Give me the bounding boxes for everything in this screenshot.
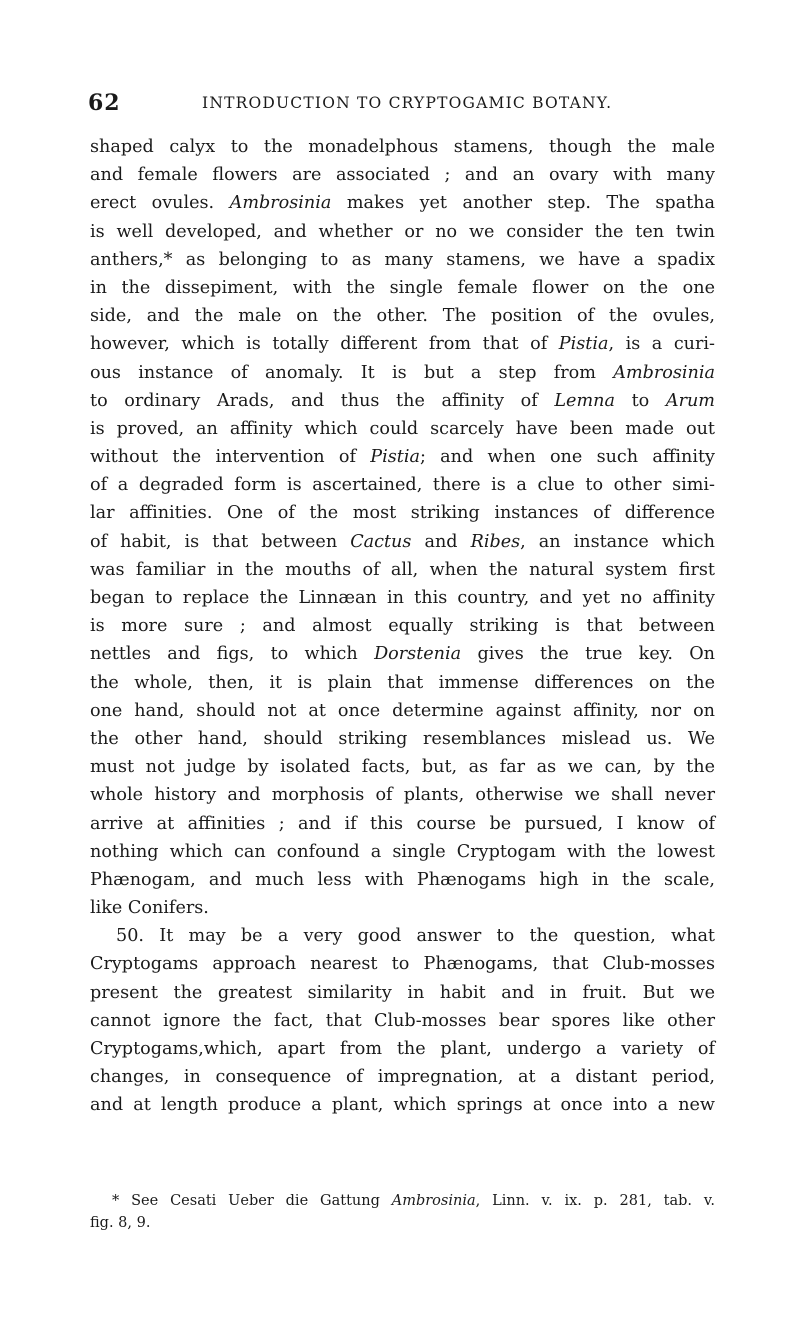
text-line: of a degraded form is ascertained, there is a clue to other simi-	[90, 475, 715, 496]
text-line: is more sure ; and almost equally striking is that between	[90, 616, 715, 637]
text-line: nothing which can confound a single Cryptogam with the lowest	[90, 841, 715, 862]
text-line: began to replace the Linnæan in this country, and yet no affinity	[90, 588, 715, 608]
text-line: Cryptogams,which, apart from the plant, undergo a variety of	[90, 1039, 715, 1059]
italic-term: Arum	[665, 390, 715, 411]
text-line: is well developed, and whether or no we consider the ten twin	[90, 221, 715, 242]
italic-term: Ribes	[470, 531, 521, 552]
text-line: ous instance of anomaly. It is but a step from Ambrosinia	[90, 362, 715, 383]
text-line: lar affinities. One of the most striking instances of difference	[90, 503, 715, 524]
text-line: to ordinary Arads, and thus the affinity of Lemna to Arum	[90, 390, 715, 411]
italic-term: Pistia	[558, 334, 609, 355]
text-line: one hand, should not at once determine against affinity, nor on	[90, 700, 715, 721]
text-line: cannot ignore the fact, that Club-mosses bear spores like other	[90, 1010, 715, 1031]
text-line: must not judge by isolated facts, but, as far as we can, by the	[90, 757, 715, 778]
italic-term: Ambrosinia	[613, 362, 715, 383]
text-line: erect ovules. Ambrosinia makes yet another step. The spatha	[90, 193, 715, 214]
text-line: was familiar in the mouths of all, when the natural system first	[90, 559, 715, 580]
running-head: INTRODUCTION TO CRYPTOGAMIC BOTANY.	[202, 94, 613, 112]
italic-term: Ambrosinia	[391, 1193, 476, 1209]
text-line: whole history and morphosis of plants, otherwise we shall never	[90, 785, 715, 806]
text-line: Cryptogams approach nearest to Phænogams, that Club-mosses	[90, 954, 715, 975]
page-header	[88, 90, 728, 120]
text-line: anthers,* as belonging to as many stamens, we have a spadix	[90, 249, 715, 270]
text-line: is proved, an affinity which could scarcely have been made out	[90, 418, 715, 439]
text-line: shaped calyx to the monadelphous stamens, though the male	[90, 137, 715, 157]
italic-term: Pistia	[370, 447, 420, 468]
text-line: present the greatest similarity in habit and in fruit. But we	[90, 982, 715, 1003]
text-line: side, and the male on the other. The position of the ovules,	[90, 306, 715, 327]
footnote-line: fig. 8, 9.	[90, 1215, 151, 1231]
text-line: without the intervention of Pistia; and when one such affinity	[90, 447, 715, 468]
text-line: Phænogam, and much less with Phænogams high in the scale,	[90, 869, 715, 890]
italic-term: Lemna	[554, 390, 615, 411]
body-text	[90, 133, 715, 1120]
italic-term: Ambrosinia	[229, 193, 332, 214]
text-line: changes, in consequence of impregnation, at a distant period,	[90, 1067, 715, 1088]
text-line: arrive at affinities ; and if this course be pursued, I know of	[90, 813, 715, 834]
text-line: the other hand, should striking resemblances mislead us. We	[90, 728, 715, 749]
text-line: and at length produce a plant, which springs at once into a new	[90, 1095, 715, 1116]
text-line: the whole, then, it is plain that immense differences on the	[90, 672, 715, 693]
italic-term: Dorstenia	[374, 644, 462, 665]
text-line: and female flowers are associated ; and an ovary with many	[90, 165, 715, 186]
text-line: nettles and figs, to which Dorstenia gives the true key. On	[90, 644, 716, 665]
footnote-line: * See Cesati Ueber die Gattung Ambrosinia, Linn. v. ix. p. 281, tab. v.	[112, 1193, 715, 1209]
italic-term: Cactus	[350, 531, 412, 552]
text-line: in the dissepiment, with the single female flower on the one	[90, 277, 715, 298]
text-line: like Conifers.	[90, 898, 209, 919]
paragraph-start-line: 50. It may be a very good answer to the question, what	[116, 926, 715, 947]
page-number: 62	[88, 90, 121, 116]
text-line: of habit, is that between Cactus and Ribes, an instance which	[90, 531, 715, 552]
footnote	[90, 1190, 715, 1234]
text-line: however, which is totally different from that of Pistia, is a curi-	[90, 334, 715, 355]
